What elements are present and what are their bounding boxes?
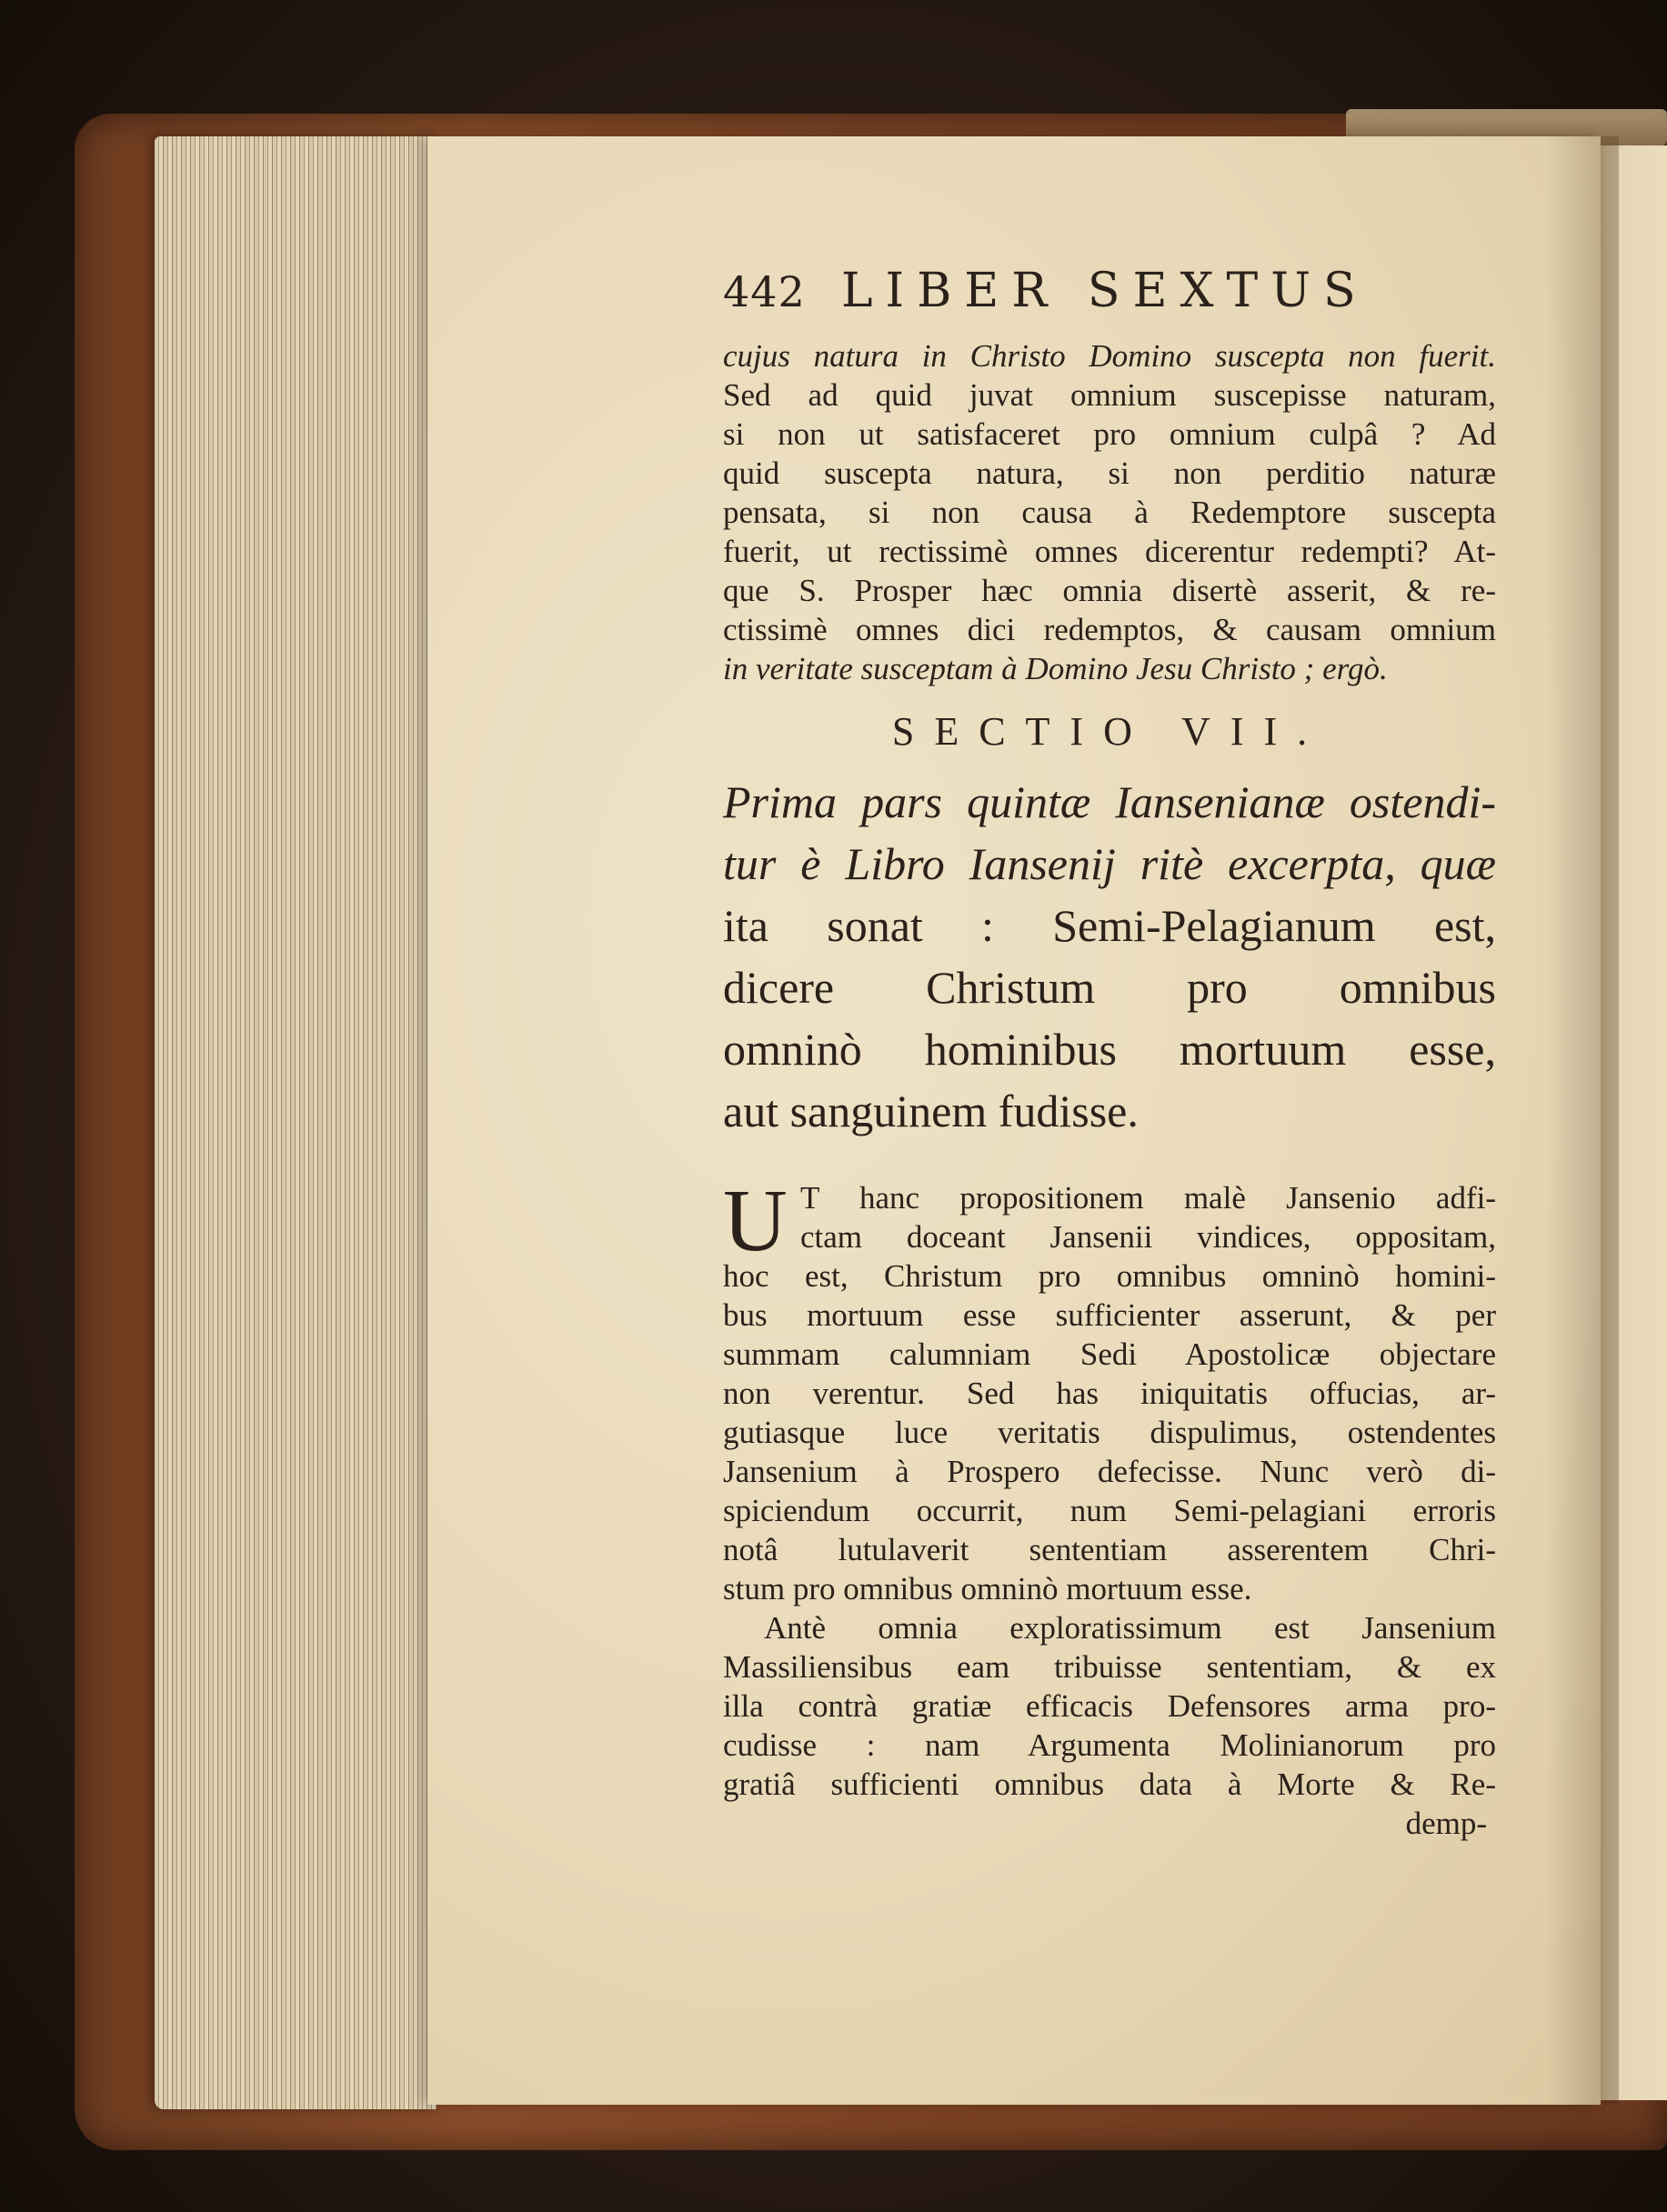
text-line: notâ lutulaverit sententiam asserentem Chri- bbox=[723, 1532, 1496, 1567]
text-line: ctam doceant Jansenii vindices, oppositam, bbox=[800, 1219, 1496, 1255]
text-line: stum pro omnibus omninò mortuum esse. bbox=[723, 1571, 1252, 1606]
running-title: LIBER SEXTUS bbox=[841, 264, 1369, 318]
heading-line: dicere Christum pro omnibus bbox=[723, 962, 1496, 1013]
body-text bbox=[723, 1172, 1496, 1843]
text-line: gratiâ sufficienti omnibus data à Morte & Re- bbox=[723, 1767, 1496, 1802]
gutter-shadow bbox=[1546, 136, 1619, 2105]
text-line: ctissimè omnes dici redemptos, & causam omnium bbox=[723, 612, 1496, 647]
section-title: SECTIO VII. bbox=[891, 709, 1328, 754]
top-paragraph bbox=[723, 336, 1496, 688]
text-line: que S. Prosper hæc omnia disertè asserit, & re- bbox=[723, 573, 1496, 608]
text-line: hoc est, Christum pro omnibus omninò homini- bbox=[723, 1258, 1496, 1294]
catchword: demp- bbox=[1405, 1806, 1487, 1841]
running-head bbox=[723, 264, 1496, 336]
text-line: non verentur. Sed has iniquitatis offucias, ar- bbox=[723, 1376, 1496, 1411]
heading-line: omninò hominibus mortuum esse, bbox=[723, 1024, 1496, 1075]
text-line: T hanc propositionem malè Jansenio adfi- bbox=[800, 1180, 1496, 1216]
text-line: illa contrà gratiæ efficacis Defensores arma pro- bbox=[723, 1688, 1496, 1724]
section-heading bbox=[723, 771, 1496, 1142]
text-line: Jansenium à Prospero defecisse. Nunc verò di- bbox=[723, 1454, 1496, 1489]
page-edges bbox=[155, 136, 437, 2109]
text-line: cujus natura in Christo Domino suscepta non fuerit. bbox=[723, 338, 1496, 374]
heading-line: tur è Libro Iansenij ritè excerpta, quæ bbox=[723, 838, 1496, 889]
text-line: quid suscepta natura, si non perditio naturæ bbox=[723, 455, 1496, 491]
text-line: Antè omnia exploratissimum est Jansenium bbox=[764, 1610, 1496, 1646]
heading-line: aut sanguinem fudisse. bbox=[723, 1086, 1139, 1136]
text-line: bus mortuum esse sufficienter asserunt, & per bbox=[723, 1297, 1496, 1333]
text-line: pensata, si non causa à Redemptore suscepta bbox=[723, 495, 1496, 530]
text-line: spiciendum occurrit, num Semi-pelagiani erroris bbox=[723, 1493, 1496, 1528]
drop-cap: U bbox=[723, 1172, 788, 1270]
page-number: 442 bbox=[723, 267, 806, 316]
first-paragraph bbox=[723, 1172, 1496, 1608]
text-line: in veritate susceptam à Domino Jesu Christo ; ergò. bbox=[723, 651, 1388, 686]
text-line: summam calumniam Sedi Apostolicæ objectare bbox=[723, 1336, 1496, 1372]
second-paragraph bbox=[723, 1608, 1496, 1804]
text-line: Sed ad quid juvat omnium suscepisse naturam, bbox=[723, 377, 1496, 413]
text-line: Massiliensibus eam tribuisse sententiam, & ex bbox=[723, 1649, 1496, 1685]
heading-line: ita sonat : Semi-Pelagianum est, bbox=[723, 900, 1496, 951]
text-line: gutiasque luce veritatis dispulimus, ostendentes bbox=[723, 1415, 1496, 1450]
text-line: cudisse : nam Argumenta Molinianorum pro bbox=[723, 1727, 1496, 1763]
text-line: si non ut satisfaceret pro omnium culpâ ? Ad bbox=[723, 416, 1496, 452]
heading-line: Prima pars quintæ Iansenianæ ostendi- bbox=[723, 776, 1496, 827]
text-line: fuerit, ut rectissimè omnes dicerentur redempti? At- bbox=[723, 534, 1496, 569]
page-text-block bbox=[723, 264, 1496, 1843]
